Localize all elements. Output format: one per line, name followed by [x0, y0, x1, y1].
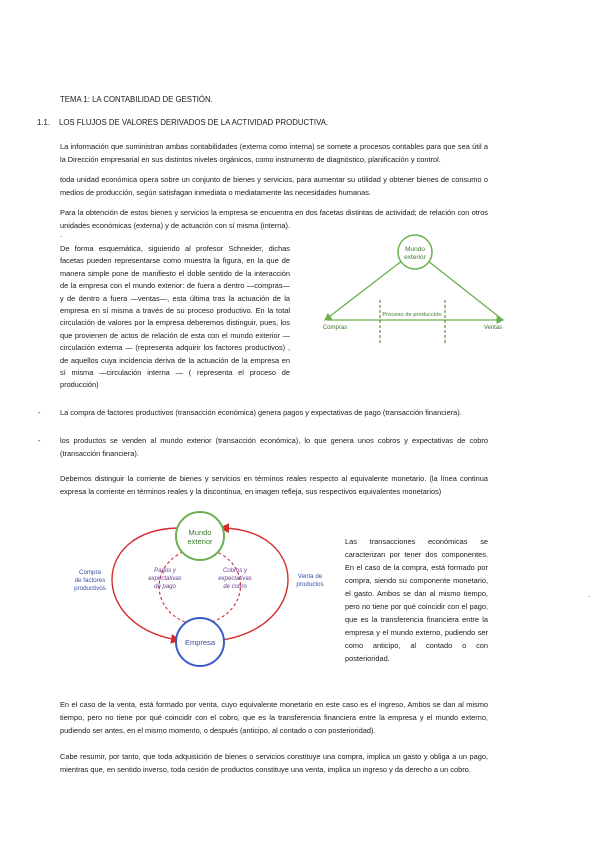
flow-cycle-diagram	[60, 508, 340, 670]
bullet-1: La compra de factores productivos (transacción económica) genera pagos y expectativas de pago (transacción financiera).	[60, 408, 462, 417]
collect-label-3: de cobro	[223, 584, 247, 590]
buy-label: Compras	[322, 325, 348, 331]
paragraph-8: Cabe resumir, por tanto, que toda adquisición de bienes o servicios constituye una compra, implica un gasto y obliga a un pago, mientras que, en sentido inverso, toda cesión de productos constituye una venta, implica un ingreso y da derecho a un cobro.	[60, 752, 488, 774]
world-label-2: exterior	[404, 254, 426, 261]
pay-label-3: de pago	[154, 584, 176, 590]
pay-label-2: expectativas	[148, 576, 182, 582]
title: TEMA 1: LA CONTABILIDAD DE GESTIÓN.	[60, 95, 213, 104]
process-label: Proceso de producción	[382, 312, 442, 318]
buy2-label-1: Compra	[78, 569, 102, 576]
circulation-diagram	[315, 232, 510, 357]
bullet-1-marker: -	[38, 408, 41, 417]
collect-label-2: expectativas	[218, 576, 252, 582]
buy2-label-3: productivos	[74, 585, 106, 592]
buy-arrow-line	[325, 257, 407, 320]
world2-label-2: exterior	[187, 537, 213, 546]
paragraph-4: De forma esquemática, siguiendo al profesor Schneider, dichas facetas pueden representarse como muestra la figura, en la que de manera simple pone de manifiesto el doble sentido de la interacción de la empresa con el mundo exterior: de fuera a dentro —compras— y de dentro a fuera —ventas—, esta última tras la actuación de la empresa en sí misma a través de su proceso productivo. En la total circulación de valores por la empresa deberemos distinguir, pues, los que provienen de actos de relación de esta con el mundo exterior —circulación externa — (representa adquirir los factores productivos) , de aquellos cuya incidencia deriva de la actuación de la empresa en sí misma —circulación interna — ( representa el proceso de producción)	[60, 244, 290, 390]
stray-mark: .	[60, 232, 62, 239]
company-label: Empresa	[184, 638, 216, 647]
pay-label-1: Pagos y	[154, 568, 176, 574]
paragraph-3: Para la obtención de estos bienes y servicios la empresa se encuentra en dos facetas distintas de actividad; de relación con otros unidades económicas (externa) y de actuación con sí misma (interna).	[60, 208, 488, 230]
paragraph-5: Debemos distinguir la corriente de bienes y servicios en términos reales respecto al equivalente monetario. (la línea continua expresa la corriente en términos reales y la discontinua, en imagen refleja, sus respectivos equivalentes monetarios)	[60, 474, 488, 496]
paragraph-1: La información que suministran ambas contabilidades (externa como interna) se somete a procesos contables para que sea útil a la Dirección empresarial en sus distintos niveles orgánicos, como instrumento de diagnóstico, planificación y control.	[60, 142, 488, 164]
buy2-label-2: de factores	[74, 577, 106, 584]
world-label-1: Mundo	[405, 246, 425, 253]
sell-line	[423, 257, 503, 320]
stray-mark-2: .	[588, 592, 590, 599]
sell-label: Ventas	[483, 325, 503, 331]
section-title: LOS FLUJOS DE VALORES DERIVADOS DE LA ACTIVIDAD PRODUCTIVA.	[59, 118, 329, 127]
collect-label-1: Cobros y	[222, 568, 248, 574]
sell2-label-1: Venta de	[297, 573, 323, 580]
world2-label-1: Mundo	[188, 528, 212, 537]
bullet-2-marker: -	[38, 436, 41, 445]
section-number: 1.1.	[37, 118, 51, 127]
paragraph-6: Las transacciones económicas se caracterizan por tener dos componentes. En el caso de la compra, está formado por compra, siendo su componente monetario, el gasto. Ambos se dan al mismo tiempo, pero no tiene por qué coincidir con el pago, que es la transferencia financiera entre la empresa y el mundo externo, pudiendo ser como anticipo, al contado o con posterioridad.	[345, 537, 488, 663]
sell2-label-2: productos	[296, 581, 324, 588]
paragraph-2: toda unidad económica opera sobre un conjunto de bienes y servicios, para aumentar su utilidad y obtener bienes de consumo o medios de producción, según satisfagan inmediata o mediatamente las necesidades humanas.	[60, 175, 488, 197]
section-heading	[37, 118, 328, 127]
bullet-2: los productos se venden al mundo exterior (transacción económica), lo que genera unos cobros y expectativas de cobro (transacción financiera).	[60, 436, 488, 458]
paragraph-7: En el caso de la venta, está formado por venta, cuyo equivalente monetario en este caso es el ingreso, Ambos se dan al mismo tiempo, pero no tiene por qué coincidir con el cobro, que es la transferencia financiera entre la empresa y el mundo externo, pudiendo ser antes, en el mismo momento, o después (anticipo, al contado o con posterioridad).	[60, 700, 488, 735]
